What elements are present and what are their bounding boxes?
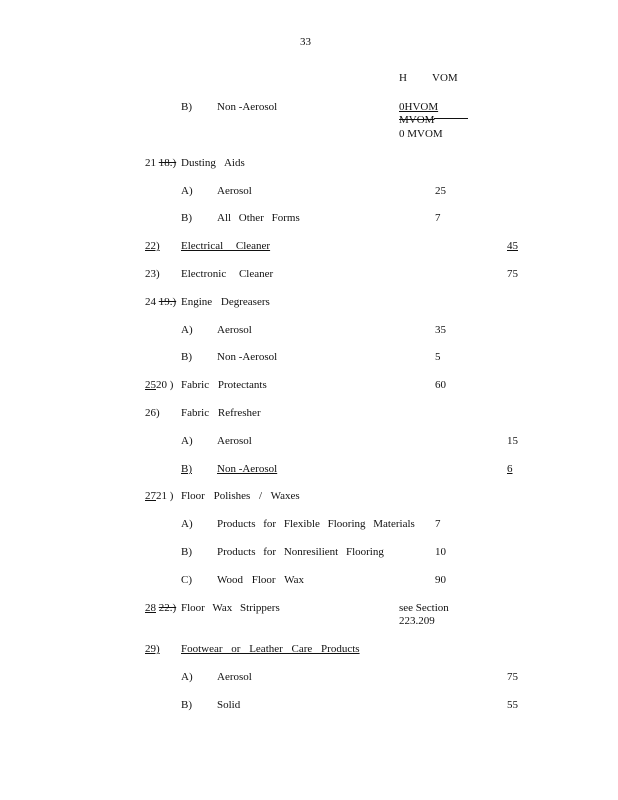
item-number: 22) (145, 240, 160, 252)
item-value: 25 (435, 185, 446, 197)
item-value: 90 (435, 574, 446, 586)
item-name: Aerosol (217, 185, 252, 197)
old-number: 21 ) (156, 490, 174, 502)
item-name: Non -Aerosol (217, 463, 278, 475)
item-name: Aerosol (217, 671, 252, 683)
category-name: Floor Polishes / Waxes (181, 490, 300, 502)
new-number: 25 (145, 379, 156, 391)
item-name: Products for Flexible Flooring Materials (217, 518, 415, 530)
old-number: 19.) (158, 296, 177, 308)
vom-value-line: 0 MVOM (399, 128, 443, 140)
item-name: All Other Forms (217, 212, 300, 224)
item-value: 75 (507, 671, 518, 683)
item-label: B) (181, 351, 192, 363)
item-value: 35 (435, 324, 446, 336)
old-number: 18.) (158, 157, 177, 169)
new-number: 27 (145, 490, 156, 502)
item-label: B) (181, 699, 192, 711)
item-number: 26) (145, 407, 160, 419)
item-label: A) (181, 435, 193, 447)
item-label: A) (181, 518, 193, 530)
item-label: B) (181, 101, 192, 113)
item-number (145, 490, 173, 503)
item-value: 45 (507, 240, 518, 252)
column-header-vom: VOM (432, 72, 458, 84)
item-value: 5 (435, 351, 441, 363)
item-label: B) (181, 463, 192, 475)
page-number: 33 (300, 36, 311, 48)
item-value: 10 (435, 546, 446, 558)
item-number (145, 379, 173, 392)
item-label: B) (181, 212, 192, 224)
item-value: 60 (435, 379, 446, 391)
struck-text: MVOM (399, 114, 435, 126)
item-number: 29) (145, 643, 160, 655)
item-label: C) (181, 574, 192, 586)
item-value: 75 (507, 268, 518, 280)
old-number: 22.) (158, 602, 177, 614)
column-header-h: H (399, 72, 407, 84)
item-value: 55 (507, 699, 518, 711)
underline-rule (434, 118, 468, 119)
category-name: Electronic Cleaner (181, 268, 274, 280)
category-name: Fabric Protectants (181, 379, 267, 391)
item-number (145, 296, 176, 309)
vom-value-line: 0HVOM (399, 101, 439, 113)
item-name: Non -Aerosol (217, 351, 278, 363)
item-name: Aerosol (217, 435, 252, 447)
item-name: Wood Floor Wax (217, 574, 305, 586)
item-value: 7 (435, 212, 441, 224)
new-number: 21 (145, 157, 156, 169)
item-label: A) (181, 185, 193, 197)
item-number (145, 157, 176, 170)
category-name: Engine Degreasers (181, 296, 270, 308)
item-number: 23) (145, 268, 160, 280)
category-name: Dusting Aids (181, 157, 245, 169)
item-name: Solid (217, 699, 241, 711)
vom-value-line (399, 114, 468, 127)
category-name: Electrical Cleaner (181, 240, 271, 252)
category-name: Floor Wax Strippers (181, 602, 280, 614)
item-value: 6 (507, 463, 513, 475)
item-value: 7 (435, 518, 441, 530)
old-number: 20 ) (156, 379, 174, 391)
item-name: Non -Aerosol (217, 101, 278, 113)
category-name: Fabric Refresher (181, 407, 261, 419)
item-label: A) (181, 324, 193, 336)
item-value: 15 (507, 435, 518, 447)
item-name: Products for Nonresilient Flooring (217, 546, 384, 558)
category-name: Footwear or Leather Care Products (181, 643, 360, 655)
item-label: B) (181, 546, 192, 558)
item-value: 223.209 (399, 615, 435, 627)
item-value: see Section (399, 602, 449, 614)
item-label: A) (181, 671, 193, 683)
item-number (145, 602, 176, 615)
new-number: 24 (145, 296, 156, 308)
new-number: 28 (145, 602, 156, 614)
item-name: Aerosol (217, 324, 252, 336)
